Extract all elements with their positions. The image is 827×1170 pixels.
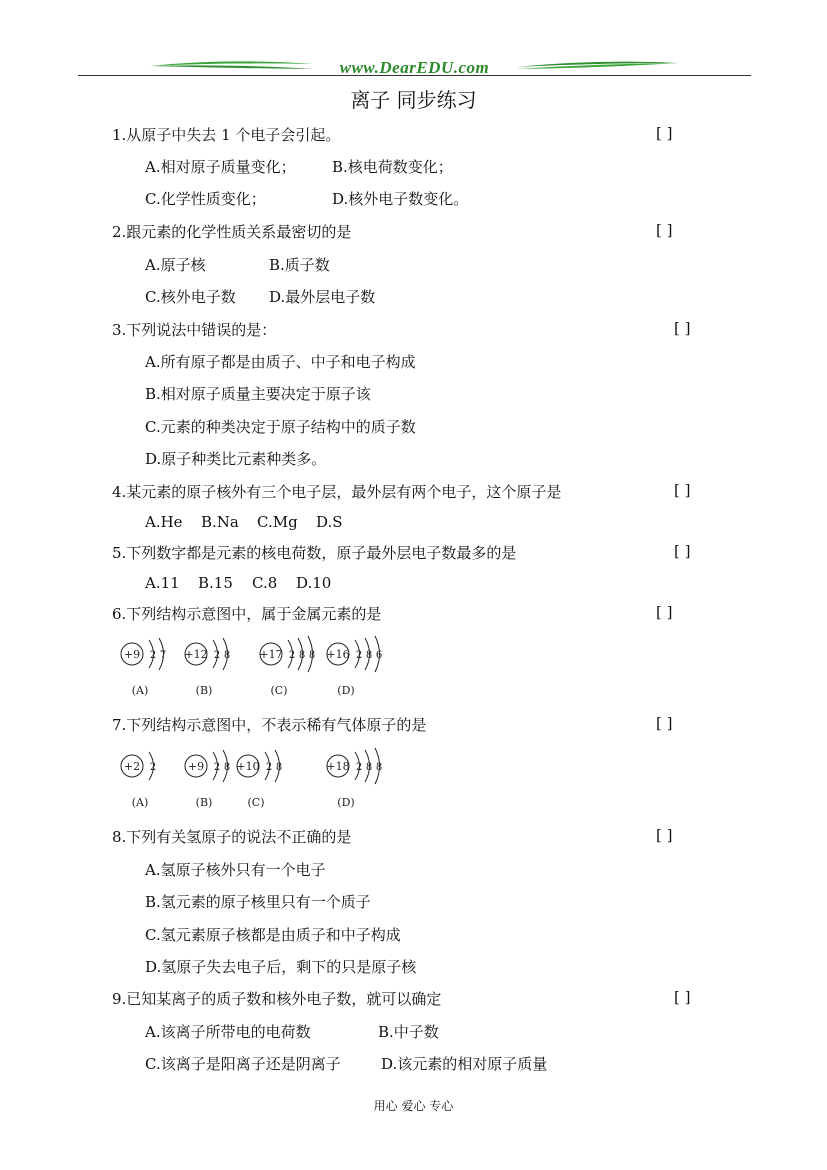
atom-diagram bbox=[259, 636, 315, 697]
q7-structure-diagrams bbox=[105, 742, 405, 814]
atom-diagram bbox=[236, 750, 282, 809]
answer-bracket-3[interactable]: [ ] bbox=[674, 319, 691, 337]
shell-electron-count: 6 bbox=[375, 650, 383, 661]
site-logo-text: www.DearEDU.com bbox=[339, 58, 490, 77]
diagram-label: (D) bbox=[337, 684, 355, 697]
question-8-stem: 8.下列有关氢原子的说法不正确的是 bbox=[112, 828, 352, 846]
question-5-stem: 5.下列数字都是元素的核电荷数，原子最外层电子数最多的是 bbox=[112, 544, 517, 562]
answer-bracket-1[interactable]: [ ] bbox=[656, 124, 673, 142]
diagram-label: (A) bbox=[131, 796, 149, 809]
atom-diagram bbox=[185, 750, 230, 809]
nucleus-charge: +10 bbox=[236, 760, 260, 773]
answer-bracket-9[interactable]: [ ] bbox=[674, 988, 691, 1006]
q3-option-d: D.原子种类比元素种类多。 bbox=[145, 450, 327, 468]
q8-option-d: D.氢原子失去电子后，剩下的只是原子核 bbox=[145, 958, 417, 976]
question-9-stem: 9.已知某离子的质子数和核外电子数，就可以确定 bbox=[112, 990, 442, 1008]
shell-electron-count: 2 bbox=[213, 650, 221, 661]
q8-option-a: A.氢原子核外只有一个电子 bbox=[145, 861, 326, 879]
shell-electron-count: 8 bbox=[375, 762, 383, 773]
page-footer: 用心 爱心 专心 bbox=[373, 1099, 454, 1113]
atom-diagram bbox=[121, 638, 166, 697]
shell-electron-count: 2 bbox=[149, 762, 157, 773]
shell-electron-count: 8 bbox=[223, 650, 231, 661]
q4-option-b: B.Na bbox=[201, 513, 239, 531]
atom-diagram bbox=[326, 636, 382, 697]
nucleus-charge: +17 bbox=[259, 648, 283, 661]
shell-electron-count: 2 bbox=[149, 650, 157, 661]
question-4-stem: 4.某元素的原子核外有三个电子层，最外层有两个电子，这个原子是 bbox=[112, 483, 562, 501]
question-1-stem: 1.从原子中失去 1 个电子会引起。 bbox=[112, 126, 341, 144]
question-7-stem: 7.下列结构示意图中，不表示稀有气体原子的是 bbox=[112, 716, 427, 734]
diagram-label: (B) bbox=[195, 796, 213, 809]
answer-bracket-5[interactable]: [ ] bbox=[674, 542, 691, 560]
q2-option-d: D.最外层电子数 bbox=[269, 288, 376, 306]
q2-option-b: B.质子数 bbox=[269, 256, 330, 274]
q1-option-d: D.核外电子数变化。 bbox=[332, 190, 469, 208]
q8-option-c: C.氢元素原子核都是由质子和中子构成 bbox=[145, 926, 401, 944]
shell-electron-count: 7 bbox=[159, 650, 167, 661]
q9-option-b: B.中子数 bbox=[378, 1023, 439, 1041]
nucleus-charge: +12 bbox=[184, 648, 208, 661]
shell-electron-count: 8 bbox=[365, 762, 373, 773]
q6-structure-diagrams bbox=[105, 630, 405, 700]
diagram-label: (C) bbox=[247, 796, 265, 809]
diagram-label: (D) bbox=[337, 796, 355, 809]
q3-option-b: B.相对原子质量主要决定于原子该 bbox=[145, 385, 371, 403]
shell-electron-count: 8 bbox=[223, 762, 231, 773]
q9-option-a: A.该离子所带电的电荷数 bbox=[145, 1023, 311, 1041]
atom-diagram bbox=[326, 748, 382, 809]
answer-bracket-6[interactable]: [ ] bbox=[656, 603, 673, 621]
page-title: 离子 同步练习 bbox=[350, 88, 477, 112]
diagram-label: (A) bbox=[131, 684, 149, 697]
q8-option-b: B.氢元素的原子核里只有一个质子 bbox=[145, 893, 371, 911]
q2-option-c: C.核外电子数 bbox=[145, 288, 236, 306]
q1-option-c: C.化学性质变化； bbox=[145, 190, 266, 208]
answer-bracket-2[interactable]: [ ] bbox=[656, 221, 673, 239]
q4-option-c: C.Mg bbox=[257, 513, 298, 531]
q4-option-d: D.S bbox=[316, 513, 343, 531]
answer-bracket-8[interactable]: [ ] bbox=[656, 826, 673, 844]
question-2-stem: 2.跟元素的化学性质关系最密切的是 bbox=[112, 223, 352, 241]
diagram-label: (B) bbox=[195, 684, 213, 697]
header-rule bbox=[78, 75, 751, 76]
shell-electron-count: 8 bbox=[298, 650, 306, 661]
site-banner bbox=[78, 54, 751, 80]
atom-diagram bbox=[184, 638, 230, 697]
q2-option-a: A.原子核 bbox=[145, 256, 206, 274]
q3-option-a: A.所有原子都是由质子、中子和电子构成 bbox=[145, 353, 416, 371]
q5-option-c: C.8 bbox=[252, 574, 278, 592]
q5-option-b: B.15 bbox=[198, 574, 233, 592]
shell-electron-count: 8 bbox=[308, 650, 316, 661]
nucleus-charge: +9 bbox=[187, 760, 205, 773]
answer-bracket-4[interactable]: [ ] bbox=[674, 481, 691, 499]
q9-option-d: D.该元素的相对原子质量 bbox=[381, 1055, 548, 1073]
atom-diagram bbox=[121, 752, 156, 809]
nucleus-charge: +2 bbox=[123, 760, 141, 773]
shell-electron-count: 2 bbox=[355, 650, 363, 661]
q1-option-b: B.核电荷数变化； bbox=[332, 158, 453, 176]
q1-option-a: A.相对原子质量变化； bbox=[145, 158, 296, 176]
shell-electron-count: 2 bbox=[213, 762, 221, 773]
shell-electron-count: 2 bbox=[265, 762, 273, 773]
nucleus-charge: +9 bbox=[123, 648, 141, 661]
q9-option-c: C.该离子是阳离子还是阴离子 bbox=[145, 1055, 341, 1073]
shell-electron-count: 8 bbox=[275, 762, 283, 773]
q3-option-c: C.元素的种类决定于原子结构中的质子数 bbox=[145, 418, 416, 436]
q4-option-a: A.He bbox=[145, 513, 183, 531]
diagram-label: (C) bbox=[270, 684, 288, 697]
answer-bracket-7[interactable]: [ ] bbox=[656, 714, 673, 732]
shell-electron-count: 2 bbox=[355, 762, 363, 773]
q5-option-d: D.10 bbox=[296, 574, 332, 592]
nucleus-charge: +18 bbox=[326, 760, 350, 773]
question-6-stem: 6.下列结构示意图中，属于金属元素的是 bbox=[112, 605, 382, 623]
question-3-stem: 3.下列说法中错误的是： bbox=[112, 321, 277, 339]
shell-electron-count: 8 bbox=[365, 650, 373, 661]
nucleus-charge: +16 bbox=[326, 648, 350, 661]
shell-electron-count: 2 bbox=[288, 650, 296, 661]
q5-option-a: A.11 bbox=[145, 574, 180, 592]
